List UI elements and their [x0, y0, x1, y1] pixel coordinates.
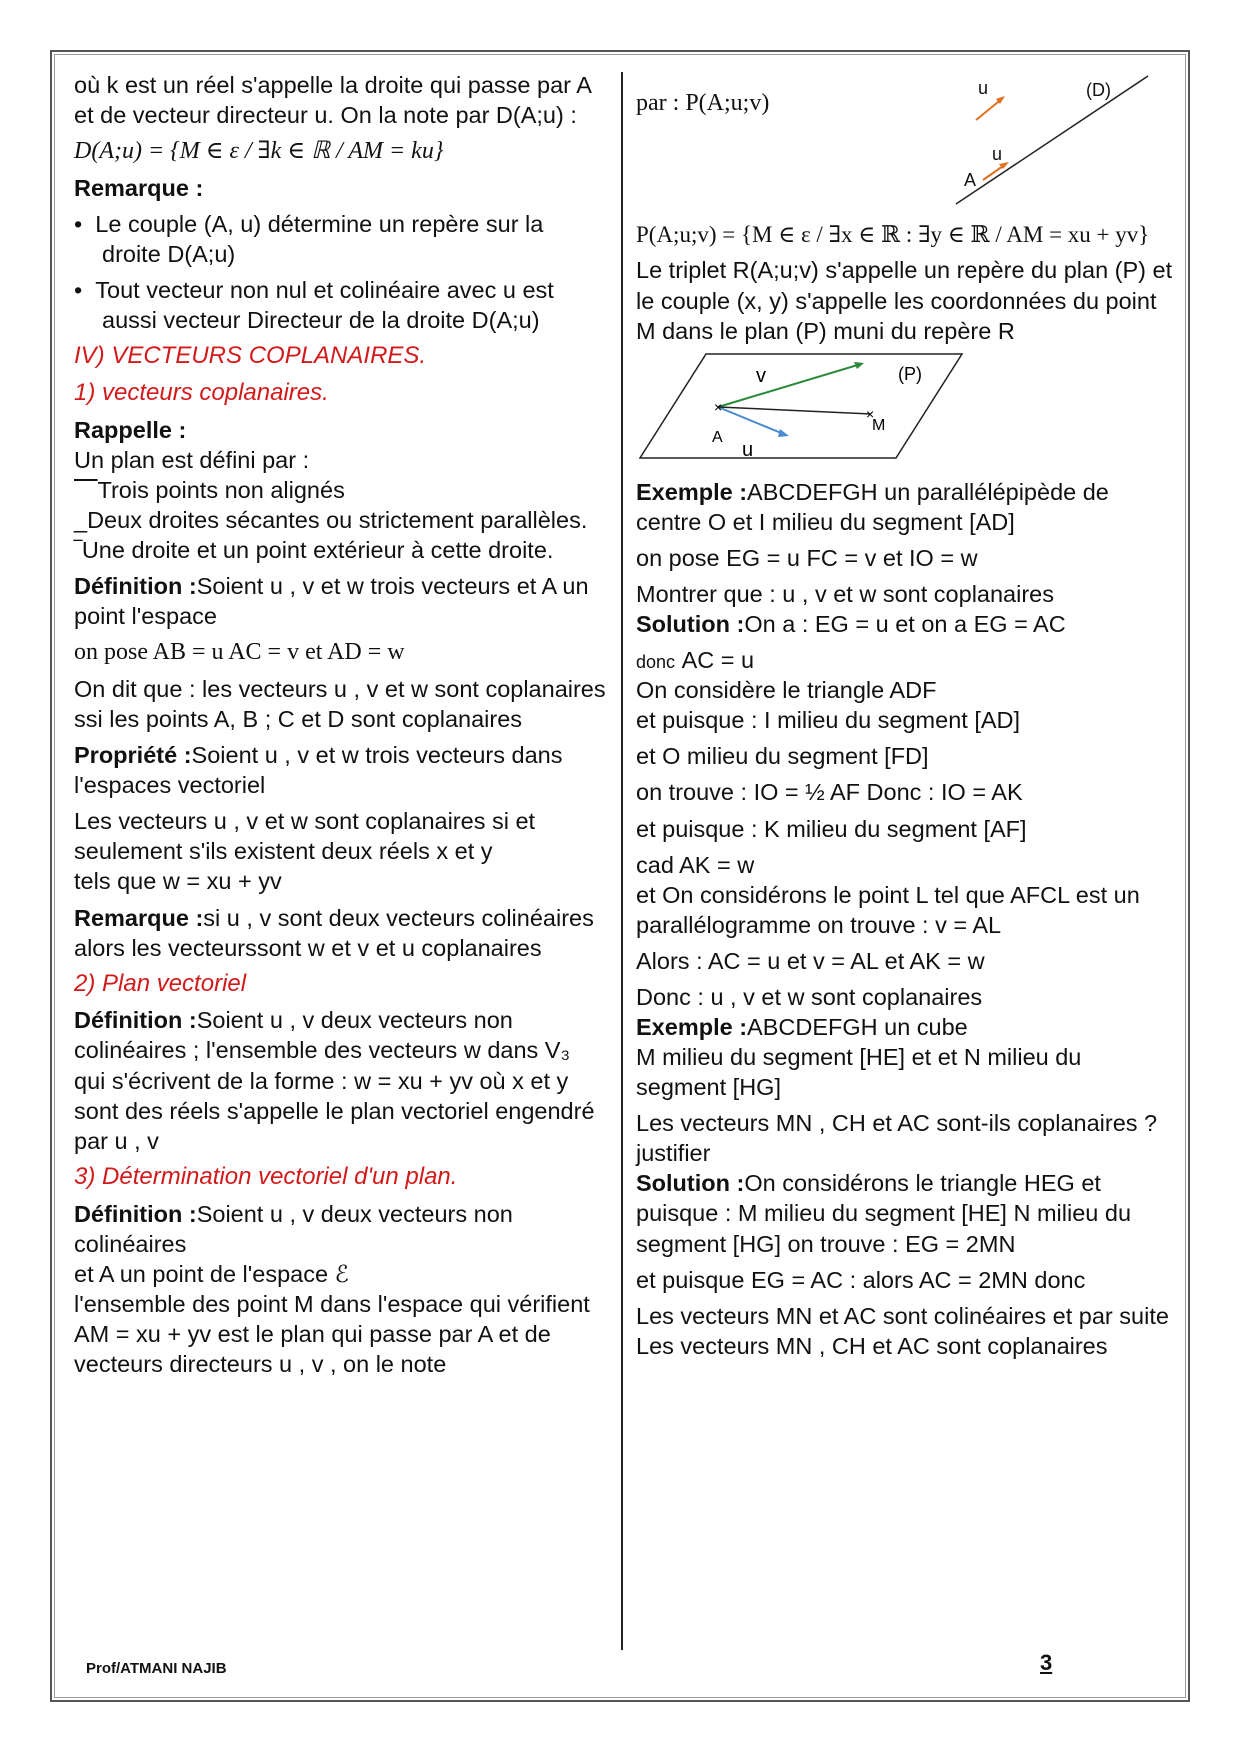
example-1-setup: on pose EG = u FC = v et IO = w — [636, 544, 978, 571]
solution-1-step-d: et puisque : I milieu du segment [AD] — [636, 707, 1021, 734]
solution-1-step-j: Alors : AC = u et v = AL et AK = w — [636, 947, 985, 974]
label-m: M — [872, 416, 886, 434]
definition-2: Définition :Soient u , v deux vecteurs non colinéaires ; l'ensemble des vecteurs w dans V₃ qui s'écrivent de la forme : w = xu + yv où x et y sont des réels s'appelle le plan vectoriel engendré par u , v — [74, 1007, 595, 1154]
plane-notation-block — [636, 70, 1176, 220]
definition-1-formula: on pose AB = u AC = v et AD = w — [74, 639, 405, 666]
solution-1-step-b: donc AC = u — [636, 647, 755, 674]
solution-1: Solution :On a : EG = u et on a EG = AC — [636, 611, 1066, 638]
solution-1-step-h: cad AK = w — [636, 851, 755, 878]
solution-1-step-e: et O milieu du segment [FD] — [636, 743, 929, 770]
property-formula: tels que w = xu + yv — [74, 868, 282, 895]
definition-1-conclusion: On dit que : les vecteurs u , v et w sont coplanaires ssi les points A, B ; C et D sont coplanaires — [74, 675, 606, 733]
solution-2-step-b: et puisque EG = AC : alors AC = 2MN donc — [636, 1266, 1086, 1293]
label-p: (P) — [898, 363, 922, 384]
subheading-plane-determination: 3) Détermination vectoriel d'un plan. — [74, 1162, 458, 1190]
reminder-item-3: ‾Une droite et un point extérieur à cette droite. — [74, 537, 554, 564]
frame-triplet-text: Le triplet R(A;u;v) s'appelle un repère du plan (P) et le couple (x, y) s'appelle les coordonnées du point M dans le plan (P) muni du repère R — [636, 257, 1173, 344]
remark-2-title: Remarque : — [74, 904, 204, 931]
label-u-top: u — [978, 78, 989, 98]
section-heading-iv: IV) VECTEURS COPLANAIRES. — [74, 342, 427, 370]
subheading-vector-plane: 2) Plan vectoriel — [74, 969, 247, 997]
label-v: v — [756, 364, 766, 387]
label-u: u — [742, 438, 754, 461]
example-2-question: Les vecteurs MN , CH et AC sont-ils coplanaires ? justifier — [636, 1110, 1158, 1167]
page-number: 3 — [1040, 1650, 1053, 1675]
plane-definition-formula: P(A;u;v) = {M ∈ ε / ∃x ∈ ℝ : ∃y ∈ ℝ / AM = xu + yv} — [636, 222, 1150, 247]
definition-3: Définition :Soient u , v deux vecteurs non colinéaires — [74, 1200, 513, 1257]
solution-1-step-c: On considère le triangle ADF — [636, 677, 937, 704]
left-column — [74, 70, 606, 1385]
example-2-title: Exemple : — [636, 1014, 748, 1040]
intro-paragraph: où k est un réel s'appelle la droite qui passe par A et de vecteur directeur u. On la note par D(A;u) : — [74, 72, 591, 129]
remark-bullet-2: • Tout vecteur non nul et colinéaire avec u est aussi vecteur Directeur de la droite D(A;u) — [74, 277, 554, 334]
property: Propriété :Soient u , v et w trois vecteurs dans l'espaces vectoriel — [74, 742, 563, 799]
definition-1: Définition :Soient u , v et w trois vecteurs et A un point l'espace — [74, 573, 589, 630]
solution-2-conclusion: Les vecteurs MN et AC sont colinéaires et par suite Les vecteurs MN , CH et AC sont coplanaires — [636, 1302, 1169, 1359]
column-divider — [621, 72, 623, 1650]
vector-u — [718, 407, 786, 435]
solution-2-title: Solution : — [636, 1170, 745, 1197]
solution-1-conclusion: Donc : u , v et w sont coplanaires — [636, 983, 983, 1010]
label-d: (D) — [1086, 80, 1111, 100]
cross-a: × — [714, 398, 723, 415]
label-a: A — [964, 170, 977, 190]
example-2: Exemple :ABCDEFGH un cube — [636, 1014, 968, 1040]
cross-m: × — [866, 405, 875, 422]
solution-2: Solution :On considérons le triangle HEG et puisque : M milieu du segment [HE] N milieu du segment [HG] on trouve : EG = 2MN — [636, 1170, 1132, 1257]
label-a2: A — [712, 428, 723, 446]
vector-u-arrowhead — [778, 429, 789, 437]
solution-1-step-f: on trouve : IO = ½ AF Donc : IO = AK — [636, 779, 1023, 806]
solution-1-step-g: et puisque : K milieu du segment [AF] — [636, 815, 1027, 842]
label-u-line: u — [992, 144, 1003, 164]
line-definition-formula: D(A;u) = {M ∈ ε / ∃k ∈ ℝ / AM = ku} — [74, 138, 444, 165]
remark-bullet-1: • Le couple (A, u) détermine un repère sur la droite D(A;u) — [74, 210, 544, 268]
remark-title: Remarque : — [74, 174, 204, 201]
solution-1-title: Solution : — [636, 611, 745, 638]
reminder-item-2: _Deux droites sécantes ou strictement parallèles. — [74, 506, 588, 533]
definition-3-set: l'ensemble des point M dans l'espace qui vérifient AM = xu + yv est le plan qui passe par A et de vecteurs directeurs u , v , on le note — [74, 1290, 590, 1377]
example-1-question: Montrer que : u , v et w sont coplanaires — [636, 580, 1054, 607]
definition-3-title: Définition : — [74, 1200, 197, 1227]
example-1-title: Exemple : — [636, 478, 748, 505]
plane-notation: par : P(A;u;v) — [636, 90, 770, 116]
definition-1-title: Définition : — [74, 573, 197, 600]
remark-2: Remarque :si u , v sont deux vecteurs colinéaires alors les vecteurssont w et v et u coplanaires — [74, 904, 594, 961]
reminder-item-1: ⎺Trois points non alignés — [74, 476, 345, 503]
property-title: Propriété : — [74, 742, 192, 769]
plane-figure — [636, 352, 966, 462]
definition-2-title: Définition : — [74, 1007, 197, 1034]
example-2-setup: M milieu du segment [HE] et et N milieu du segment [HG] — [636, 1044, 1082, 1101]
reminder-intro: Un plan est défini par : — [74, 446, 310, 473]
solution-1-step-i: et On considérons le point L tel que AFCL est un parallélogramme on trouve : v = AL — [636, 881, 1140, 938]
definition-3-point: et A un point de l'espace ℰ — [74, 1260, 349, 1287]
vector-v-arrowhead — [854, 362, 864, 369]
reminder-title: Rappelle : — [74, 416, 187, 443]
subheading-coplanar-vectors: 1) vecteurs coplanaires. — [74, 378, 329, 406]
vector-v — [718, 364, 861, 407]
author-footer: Prof/ATMANI NAJIB — [86, 1660, 227, 1677]
example-1: Exemple :ABCDEFGH un parallélépipède de centre O et I milieu du segment [AD] — [636, 478, 1109, 535]
right-column — [636, 70, 1176, 1367]
line-figure — [926, 70, 1166, 210]
vector-am — [718, 407, 871, 414]
property-statement: Les vecteurs u , v et w sont coplanaires si et seulement s'ils existent deux réels x et y — [74, 808, 536, 865]
